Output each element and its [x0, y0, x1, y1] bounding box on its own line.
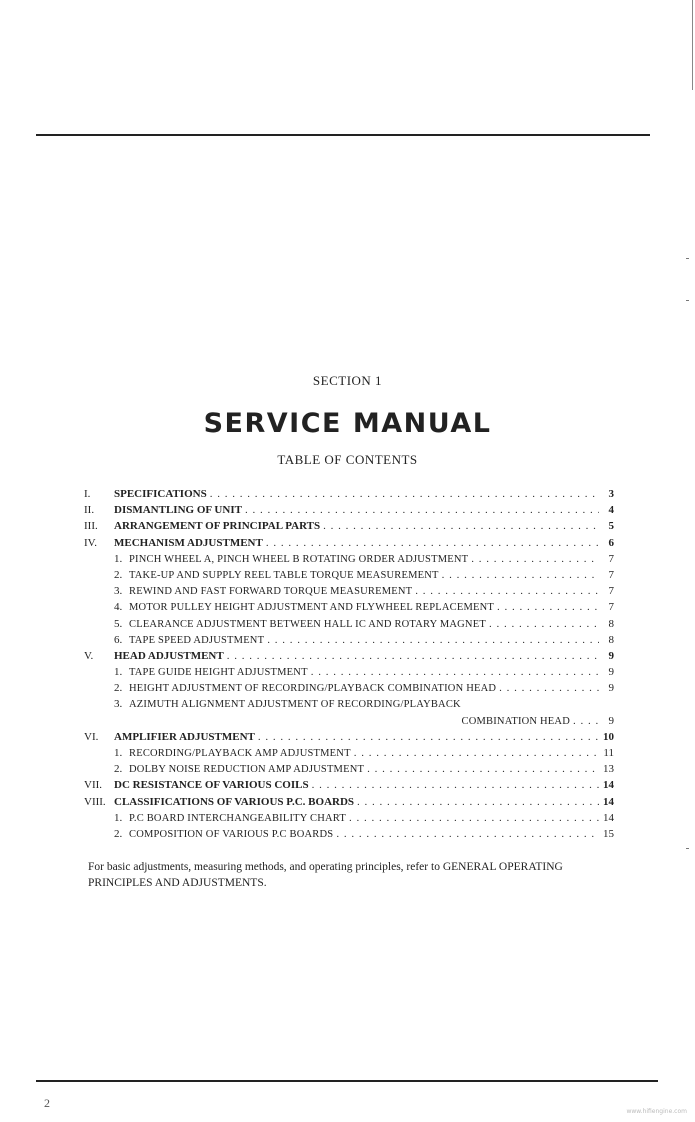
toc-subentry-title: TAPE GUIDE HEIGHT ADJUSTMENT — [129, 667, 308, 679]
toc-subentry — [84, 583, 614, 599]
dot-leader — [336, 826, 599, 842]
toc-entry — [84, 648, 614, 664]
toc-subentry — [84, 664, 614, 680]
toc-subentry-title: REWIND AND FAST FORWARD TORQUE MEASUREMENT — [129, 586, 413, 598]
toc-subentry-page: 13 — [603, 763, 614, 776]
toc-subentry — [84, 632, 614, 648]
scan-mark — [686, 848, 689, 849]
toc-subentry-number: 1. — [114, 811, 123, 824]
toc-entry-title: SPECIFICATIONS — [114, 488, 207, 500]
toc-subentry — [84, 599, 614, 615]
dot-leader — [573, 713, 599, 729]
toc-entry-number: I. — [84, 488, 91, 500]
dot-leader — [210, 486, 599, 502]
toc-subentry-title: MOTOR PULLEY HEIGHT ADJUSTMENT AND FLYWHEEL REPLACEMENT — [129, 602, 495, 614]
toc-entry-title: ARRANGEMENT OF PRINCIPAL PARTS — [114, 520, 321, 533]
page-number: 2 — [44, 1096, 50, 1110]
toc-entry-number: III. — [84, 520, 98, 533]
toc-subentry-page: 8 — [608, 633, 614, 646]
toc-entry-title: MECHANISM ADJUSTMENT — [114, 536, 263, 549]
toc-subentry-title-continued: COMBINATION HEAD — [461, 715, 570, 727]
toc-subentry-title: P.C BOARD INTERCHANGEABILITY CHART — [129, 812, 346, 824]
reference-note: For basic adjustments, measuring methods, and operating principles, refer to GENERAL OPERATING PRINCIPLES AND ADJUSTMENTS. — [88, 861, 563, 889]
top-rule — [36, 134, 650, 136]
toc-subentry-number: 2. — [114, 568, 123, 581]
toc-subentry-page: 9 — [608, 682, 614, 695]
bottom-rule — [36, 1080, 658, 1082]
toc-subentry — [84, 567, 614, 583]
toc-subentry-continuation — [84, 713, 614, 729]
toc-entry-number: IV. — [84, 536, 97, 549]
toc-subentry-page: 9 — [608, 666, 614, 679]
toc-subentry-page: 7 — [608, 568, 614, 581]
section-heading: SECTION 1 — [312, 373, 383, 388]
toc-subentry-number: 2. — [114, 682, 123, 695]
toc-subentry — [84, 680, 614, 696]
toc-subentry — [84, 551, 614, 567]
toc-subentry — [84, 745, 614, 761]
toc-subentry — [84, 810, 614, 826]
dot-leader — [267, 632, 599, 648]
toc-entry-page: 10 — [603, 730, 614, 743]
toc-subentry-number: 4. — [114, 601, 123, 614]
toc-subentry-title: CLEARANCE ADJUSTMENT BETWEEN HALL IC AND ROTARY MAGNET — [129, 618, 486, 630]
toc-subentry — [84, 826, 614, 842]
dot-leader — [311, 664, 599, 680]
toc-entry-page: 6 — [608, 536, 614, 549]
toc-subentry-page: 14 — [603, 811, 614, 824]
toc-subentry-page: 11 — [603, 747, 614, 759]
toc-entry — [84, 518, 614, 534]
watermark: www.hifiengine.com — [626, 1108, 687, 1115]
dot-leader — [499, 680, 599, 696]
toc-entry-number: V. — [84, 649, 94, 662]
toc-entry-number: VII. — [84, 779, 103, 792]
toc-subentry-title: RECORDING/PLAYBACK AMP ADJUSTMENT — [129, 748, 351, 759]
toc-entry-page: 5 — [608, 520, 614, 533]
toc-subentry-title: TAPE SPEED ADJUSTMENT — [129, 634, 265, 646]
toc-entry-title: CLASSIFICATIONS OF VARIOUS P.C. BOARDS — [114, 795, 355, 808]
toc-entry-number: II. — [84, 504, 95, 517]
toc-subentry-number: 2. — [114, 763, 123, 776]
toc-subentry-page: 7 — [608, 585, 614, 598]
toc-entry — [84, 794, 614, 810]
dot-leader — [357, 794, 599, 810]
dot-leader — [258, 729, 599, 745]
dot-leader — [367, 761, 599, 777]
toc-entry-page: 3 — [608, 488, 614, 500]
toc-subentry-title: HEIGHT ADJUSTMENT OF RECORDING/PLAYBACK COMBINATION HEAD — [129, 683, 497, 695]
page-edge-line — [692, 0, 693, 90]
toc-entry — [84, 535, 614, 551]
dot-leader — [312, 777, 599, 793]
dot-leader — [266, 535, 599, 551]
toc-subentry-title: COMPOSITION OF VARIOUS P.C BOARDS — [129, 828, 334, 840]
toc-entry — [84, 486, 614, 502]
toc-subentry-page: 7 — [608, 601, 614, 614]
toc-subentry — [84, 761, 614, 777]
toc-subentry — [84, 696, 614, 712]
toc-entry — [84, 777, 614, 793]
toc-entry-title: HEAD ADJUSTMENT — [114, 649, 224, 662]
table-of-contents — [84, 486, 614, 842]
toc-entry-number: VIII. — [84, 795, 106, 808]
toc-subentry-page: 9 — [608, 714, 614, 727]
toc-subentry-number: 3. — [114, 698, 123, 711]
scan-mark — [686, 258, 689, 259]
toc-subentry-title: TAKE-UP AND SUPPLY REEL TABLE TORQUE MEASUREMENT — [129, 569, 439, 581]
toc-heading: TABLE OF CONTENTS — [277, 452, 418, 467]
toc-subentry-page: 7 — [608, 552, 614, 565]
dot-leader — [245, 502, 599, 518]
toc-entry — [84, 502, 614, 518]
toc-entry-title: DISMANTLING OF UNIT — [114, 504, 242, 517]
toc-subentry-page: 15 — [603, 827, 614, 840]
toc-subentry — [84, 616, 614, 632]
toc-subentry-number: 6. — [114, 633, 123, 646]
dot-leader — [471, 551, 599, 567]
toc-entry — [84, 729, 614, 745]
dot-leader — [227, 648, 599, 664]
toc-entry-page: 9 — [608, 649, 614, 662]
toc-entry-number: VI. — [84, 730, 99, 743]
dot-leader — [415, 583, 599, 599]
toc-entry-title: AMPLIFIER ADJUSTMENT — [114, 730, 255, 743]
toc-subentry-number: 3. — [114, 585, 123, 598]
dot-leader — [349, 810, 599, 826]
toc-subentry-number: 1. — [114, 552, 123, 565]
dot-leader — [497, 599, 599, 615]
toc-entry-page: 4 — [608, 504, 614, 517]
toc-subentry-number: 2. — [114, 827, 123, 840]
toc-subentry-page: 8 — [608, 617, 614, 630]
toc-entry-page: 14 — [603, 779, 614, 792]
page-title: SERVICE MANUAL — [203, 408, 492, 439]
toc-subentry-number: 1. — [114, 747, 123, 759]
dot-leader — [442, 567, 599, 583]
dot-leader — [354, 745, 599, 761]
toc-subentry-number: 5. — [114, 617, 123, 630]
toc-entry-page: 14 — [603, 795, 614, 808]
toc-entry-title: DC RESISTANCE OF VARIOUS COILS — [114, 779, 309, 792]
dot-leader — [323, 518, 599, 534]
scan-mark — [686, 300, 689, 301]
toc-subentry-number: 1. — [114, 666, 123, 679]
toc-subentry-title: AZIMUTH ALIGNMENT ADJUSTMENT OF RECORDING/PLAYBACK — [129, 699, 461, 711]
toc-subentry-title: DOLBY NOISE REDUCTION AMP ADJUSTMENT — [129, 764, 365, 776]
dot-leader — [489, 616, 599, 632]
toc-subentry-title: PINCH WHEEL A, PINCH WHEEL B ROTATING ORDER ADJUSTMENT — [129, 553, 469, 565]
